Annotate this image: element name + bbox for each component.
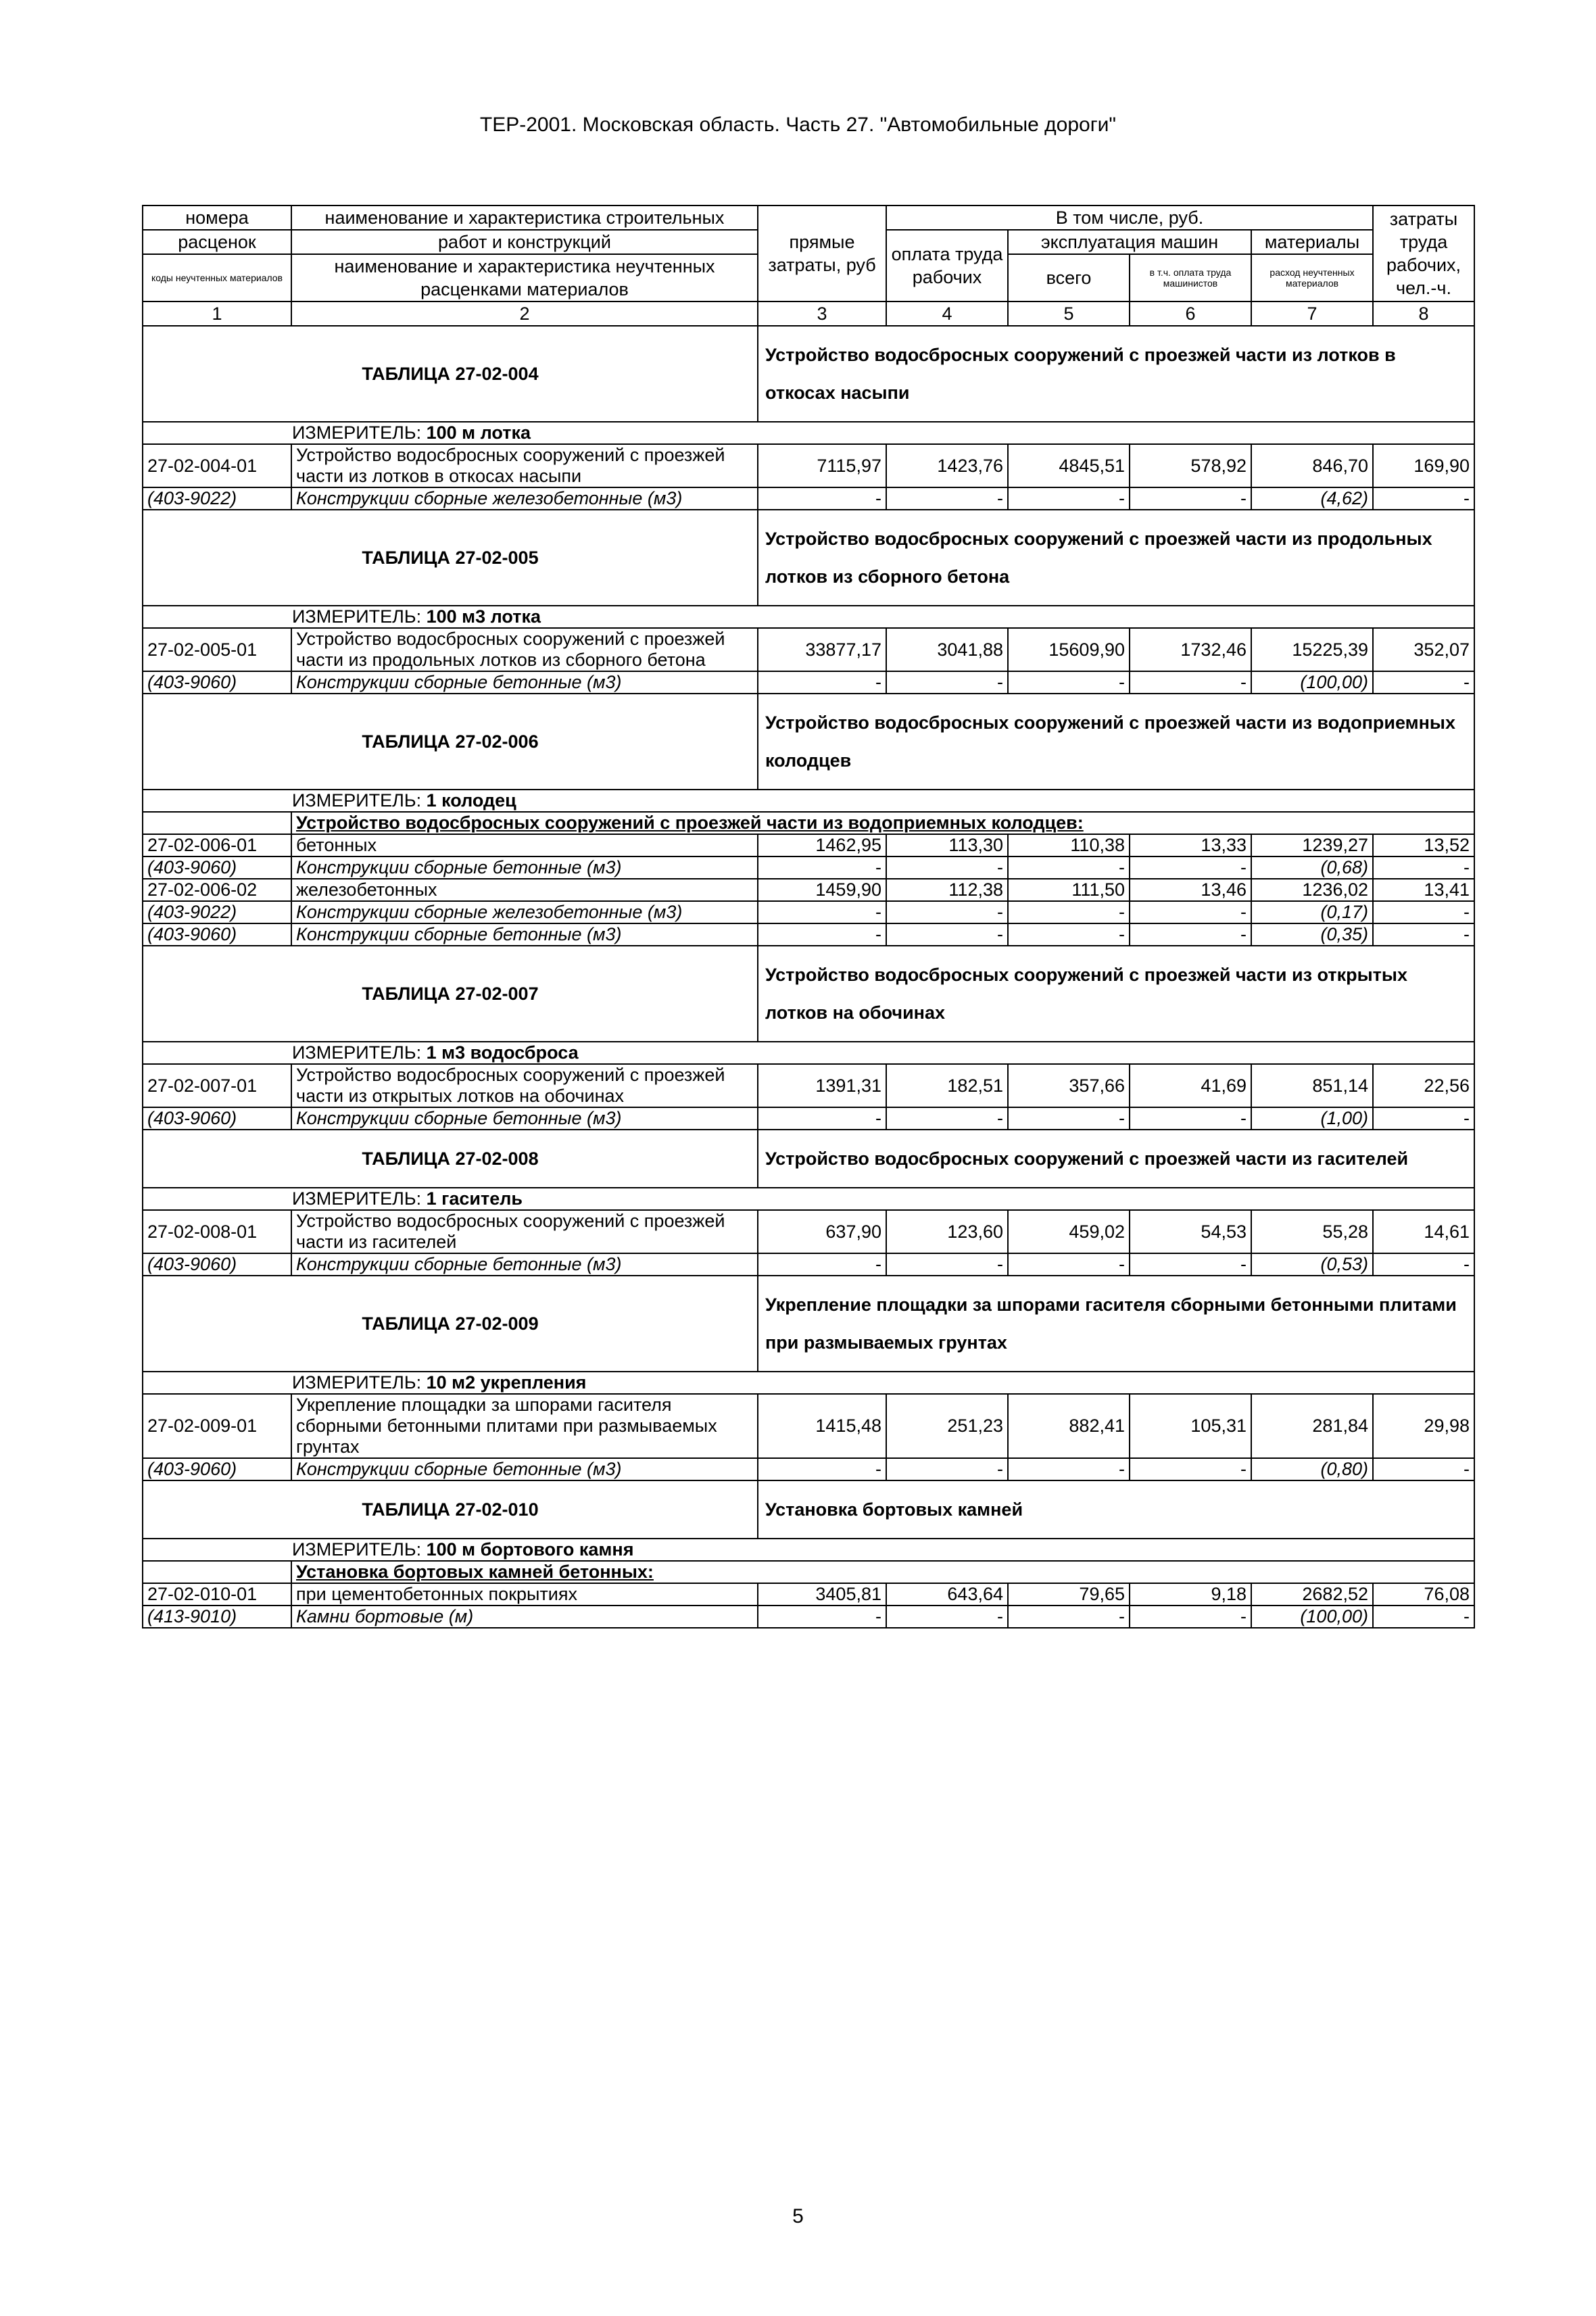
rate-name: Конструкции сборные бетонные (м3) (291, 1253, 758, 1276)
value-v6: - (1130, 1107, 1251, 1130)
rate-name: Конструкции сборные железобетонные (м3) (291, 901, 758, 923)
value-v8: - (1373, 1107, 1474, 1130)
value-v3: 3405,81 (758, 1583, 886, 1606)
table-row (143, 879, 1474, 901)
value-v7: (100,00) (1251, 671, 1373, 694)
table-row (143, 671, 1474, 694)
rate-name: Конструкции сборные бетонные (м3) (291, 923, 758, 946)
value-v6: 41,69 (1130, 1064, 1251, 1107)
table-row (143, 1210, 1474, 1253)
measure-prefix: ИЗМЕРИТЕЛЬ: (292, 1042, 422, 1063)
table-title-row (143, 694, 1474, 790)
col1-header-top: номера (143, 206, 291, 230)
col-number: 3 (758, 301, 886, 326)
measure-prefix: ИЗМЕРИТЕЛЬ: (292, 1188, 422, 1209)
value-v5: - (1008, 1253, 1130, 1276)
rate-code: (403-9060) (143, 1458, 291, 1480)
value-v4: 182,51 (886, 1064, 1008, 1107)
value-v3: - (758, 487, 886, 510)
measure-value: 1 м3 водосброса (426, 1042, 579, 1063)
table-row (143, 834, 1474, 857)
value-v6: 105,31 (1130, 1394, 1251, 1458)
value-v6: - (1130, 1606, 1251, 1628)
value-v8: 29,98 (1373, 1394, 1474, 1458)
value-v5: - (1008, 671, 1130, 694)
measure-value: 10 м2 укрепления (426, 1372, 587, 1393)
value-v4: - (886, 857, 1008, 879)
value-v8: - (1373, 1606, 1474, 1628)
value-v7: (4,62) (1251, 487, 1373, 510)
measure-row (143, 1188, 1474, 1210)
measure-value: 100 м лотка (426, 423, 531, 443)
page-number: 5 (792, 2205, 804, 2227)
value-v7: (0,68) (1251, 857, 1373, 879)
value-v3: - (758, 1107, 886, 1130)
value-v5: 111,50 (1008, 879, 1130, 901)
table-name: Устройство водосбросных сооружений с проезжей части из открытых лотков на обочинах (758, 946, 1474, 1042)
value-v4: 3041,88 (886, 628, 1008, 671)
rate-name: Устройство водосбросных сооружений с проезжей части из лотков в откосах насыпи (291, 444, 758, 487)
value-v4: 643,64 (886, 1583, 1008, 1606)
table-title-row (143, 1480, 1474, 1539)
rate-name: Устройство водосбросных сооружений с проезжей части из продольных лотков из сборного бетона (291, 628, 758, 671)
value-v6: - (1130, 1458, 1251, 1480)
rate-name: бетонных (291, 834, 758, 857)
value-v5: - (1008, 1107, 1130, 1130)
value-v4: 123,60 (886, 1210, 1008, 1253)
rate-name: железобетонных (291, 879, 758, 901)
measure-row (143, 1539, 1474, 1561)
col-number: 5 (1008, 301, 1130, 326)
table-name: Установка бортовых камней (758, 1480, 1474, 1539)
empty-cell (143, 812, 291, 834)
measure-row (143, 606, 1474, 628)
rate-name: Конструкции сборные бетонные (м3) (291, 857, 758, 879)
rate-code: 27-02-006-01 (143, 834, 291, 857)
table-code: ТАБЛИЦА 27-02-008 (143, 1130, 758, 1188)
table-code: ТАБЛИЦА 27-02-007 (143, 946, 758, 1042)
value-v3: - (758, 1606, 886, 1628)
value-v4: 113,30 (886, 834, 1008, 857)
measure-unit (143, 606, 1474, 628)
value-v4: 112,38 (886, 879, 1008, 901)
measure-unit (143, 790, 1474, 812)
value-v5: 4845,51 (1008, 444, 1130, 487)
group-title: Устройство водосбросных сооружений с проезжей части из водоприемных колодцев: (291, 812, 1474, 834)
col8-header: затраты труда рабочих, чел.-ч. (1373, 206, 1474, 301)
table-name: Устройство водосбросных сооружений с проезжей части из продольных лотков из сборного бетона (758, 510, 1474, 606)
value-v4: - (886, 1107, 1008, 1130)
table-row (143, 444, 1474, 487)
table-name: Устройство водосбросных сооружений с проезжей части из гасителей (758, 1130, 1474, 1188)
value-v7: (100,00) (1251, 1606, 1373, 1628)
table-row (143, 1253, 1474, 1276)
table-row (143, 628, 1474, 671)
rate-code: 27-02-009-01 (143, 1394, 291, 1458)
value-v5: - (1008, 1458, 1130, 1480)
value-v3: 1391,31 (758, 1064, 886, 1107)
value-v3: 1459,90 (758, 879, 886, 901)
value-v8: 76,08 (1373, 1583, 1474, 1606)
empty-cell (143, 1561, 291, 1583)
value-v5: 882,41 (1008, 1394, 1130, 1458)
value-v8: 22,56 (1373, 1064, 1474, 1107)
value-v8: - (1373, 857, 1474, 879)
value-v4: 251,23 (886, 1394, 1008, 1458)
value-v8: 13,41 (1373, 879, 1474, 901)
table-row (143, 487, 1474, 510)
value-v8: 13,52 (1373, 834, 1474, 857)
table-row (143, 1107, 1474, 1130)
measure-value: 1 колодец (426, 790, 516, 811)
value-v6: - (1130, 671, 1251, 694)
measure-row (143, 1372, 1474, 1394)
table-row (143, 1606, 1474, 1628)
measure-unit (143, 1539, 1474, 1561)
value-v5: - (1008, 487, 1130, 510)
value-v4: - (886, 1253, 1008, 1276)
value-v7: 15225,39 (1251, 628, 1373, 671)
measure-value: 1 гаситель (426, 1188, 523, 1209)
group-row (143, 812, 1474, 834)
materials-header: материалы (1251, 230, 1373, 254)
rate-name: при цементобетонных покрытиях (291, 1583, 758, 1606)
rate-code: 27-02-005-01 (143, 628, 291, 671)
table-row (143, 1064, 1474, 1107)
rate-name: Конструкции сборные железобетонные (м3) (291, 487, 758, 510)
table-row (143, 923, 1474, 946)
col2-header-mid: работ и конструкций (291, 230, 758, 254)
col6-header-small: в т.ч. оплата труда машинистов (1130, 254, 1251, 301)
machines-header: эксплуатация машин (1008, 230, 1251, 254)
measure-unit (143, 1372, 1474, 1394)
col5-header: всего (1008, 254, 1130, 301)
value-v3: - (758, 923, 886, 946)
value-v7: 851,14 (1251, 1064, 1373, 1107)
value-v5: 459,02 (1008, 1210, 1130, 1253)
value-v5: - (1008, 1606, 1130, 1628)
rate-code: (403-9060) (143, 1107, 291, 1130)
table-code: ТАБЛИЦА 27-02-010 (143, 1480, 758, 1539)
measure-unit (143, 1188, 1474, 1210)
value-v7: 2682,52 (1251, 1583, 1373, 1606)
rate-code: (413-9010) (143, 1606, 291, 1628)
col4-header: оплата труда рабочих (886, 230, 1008, 301)
rate-name: Укрепление площадки за шпорами гасителя сборными бетонными плитами при размываемых грунтах (291, 1394, 758, 1458)
value-v6: - (1130, 487, 1251, 510)
value-v8: - (1373, 901, 1474, 923)
value-v7: 55,28 (1251, 1210, 1373, 1253)
rate-name: Конструкции сборные бетонные (м3) (291, 1458, 758, 1480)
value-v8: - (1373, 923, 1474, 946)
rate-name: Камни бортовые (м) (291, 1606, 758, 1628)
measure-value: 100 м бортового камня (426, 1539, 634, 1560)
col2-header-top: наименование и характеристика строительных (291, 206, 758, 230)
rate-code: (403-9022) (143, 487, 291, 510)
col-number: 6 (1130, 301, 1251, 326)
table-code: ТАБЛИЦА 27-02-005 (143, 510, 758, 606)
rate-code: (403-9060) (143, 671, 291, 694)
measure-prefix: ИЗМЕРИТЕЛЬ: (292, 790, 422, 811)
value-v6: 13,46 (1130, 879, 1251, 901)
table-title-row (143, 1276, 1474, 1372)
measure-row (143, 1042, 1474, 1064)
rate-name: Конструкции сборные бетонные (м3) (291, 671, 758, 694)
table-title-row (143, 1130, 1474, 1188)
value-v6: 9,18 (1130, 1583, 1251, 1606)
value-v8: - (1373, 671, 1474, 694)
value-v4: - (886, 901, 1008, 923)
value-v7: (0,17) (1251, 901, 1373, 923)
value-v8: 14,61 (1373, 1210, 1474, 1253)
table-code: ТАБЛИЦА 27-02-006 (143, 694, 758, 790)
table-row (143, 857, 1474, 879)
value-v7: 1239,27 (1251, 834, 1373, 857)
measure-unit (143, 1042, 1474, 1064)
value-v5: 357,66 (1008, 1064, 1130, 1107)
value-v8: - (1373, 487, 1474, 510)
value-v7: (0,35) (1251, 923, 1373, 946)
group-title: Установка бортовых камней бетонных: (291, 1561, 1474, 1583)
value-v8: 169,90 (1373, 444, 1474, 487)
value-v7: 281,84 (1251, 1394, 1373, 1458)
page-header: ТЕР-2001. Московская область. Часть 27. "Автомобильные дороги" (479, 114, 1117, 136)
value-v7: 1236,02 (1251, 879, 1373, 901)
value-v6: 578,92 (1130, 444, 1251, 487)
measure-row (143, 422, 1474, 444)
value-v7: (1,00) (1251, 1107, 1373, 1130)
value-v3: 1462,95 (758, 834, 886, 857)
value-v5: 79,65 (1008, 1583, 1130, 1606)
value-v3: - (758, 857, 886, 879)
value-v4: - (886, 1458, 1008, 1480)
measure-prefix: ИЗМЕРИТЕЛЬ: (292, 423, 422, 443)
value-v3: - (758, 901, 886, 923)
value-v6: 54,53 (1130, 1210, 1251, 1253)
value-v5: - (1008, 901, 1130, 923)
value-v3: 637,90 (758, 1210, 886, 1253)
rate-code: 27-02-008-01 (143, 1210, 291, 1253)
rate-code: 27-02-006-02 (143, 879, 291, 901)
rate-name: Конструкции сборные бетонные (м3) (291, 1107, 758, 1130)
table-row (143, 1458, 1474, 1480)
value-v6: - (1130, 923, 1251, 946)
measure-prefix: ИЗМЕРИТЕЛЬ: (292, 1539, 422, 1560)
value-v4: - (886, 1606, 1008, 1628)
value-v8: - (1373, 1253, 1474, 1276)
rate-name: Устройство водосбросных сооружений с проезжей части из гасителей (291, 1210, 758, 1253)
value-v3: - (758, 1253, 886, 1276)
value-v4: - (886, 671, 1008, 694)
col2-header-bottom: наименование и характеристика неучтенных расценками материалов (291, 254, 758, 301)
value-v6: 1732,46 (1130, 628, 1251, 671)
rate-name: Устройство водосбросных сооружений с проезжей части из открытых лотков на обочинах (291, 1064, 758, 1107)
value-v3: 33877,17 (758, 628, 886, 671)
table-row (143, 901, 1474, 923)
group-header: В том числе, руб. (886, 206, 1373, 230)
col1-header-small: коды неучтенных материалов (143, 254, 291, 301)
rate-code: 27-02-010-01 (143, 1583, 291, 1606)
table-name: Устройство водосбросных сооружений с проезжей части из лотков в откосах насыпи (758, 326, 1474, 422)
col-number: 8 (1373, 301, 1474, 326)
value-v6: 13,33 (1130, 834, 1251, 857)
table-title-row (143, 510, 1474, 606)
table-row (143, 1583, 1474, 1606)
col3-header: прямые затраты, руб (758, 206, 886, 301)
col-number: 4 (886, 301, 1008, 326)
rate-code: (403-9022) (143, 901, 291, 923)
value-v5: 110,38 (1008, 834, 1130, 857)
table-name: Устройство водосбросных сооружений с проезжей части из водоприемных колодцев (758, 694, 1474, 790)
table-title-row (143, 326, 1474, 422)
value-v3: - (758, 671, 886, 694)
col1-header-mid: расценок (143, 230, 291, 254)
col-number: 2 (291, 301, 758, 326)
col-number: 1 (143, 301, 291, 326)
value-v5: 15609,90 (1008, 628, 1130, 671)
rate-code: (403-9060) (143, 1253, 291, 1276)
measure-prefix: ИЗМЕРИТЕЛЬ: (292, 1372, 422, 1393)
rate-code: 27-02-004-01 (143, 444, 291, 487)
col-number: 7 (1251, 301, 1373, 326)
value-v5: - (1008, 923, 1130, 946)
measure-unit (143, 422, 1474, 444)
value-v8: - (1373, 1458, 1474, 1480)
table-name: Укрепление площадки за шпорами гасителя сборными бетонными плитами при размываемых грунтах (758, 1276, 1474, 1372)
col7-header-small: расход неучтенных материалов (1251, 254, 1373, 301)
value-v3: 1415,48 (758, 1394, 886, 1458)
measure-row (143, 790, 1474, 812)
value-v6: - (1130, 1253, 1251, 1276)
table-row (143, 1394, 1474, 1458)
rate-code: (403-9060) (143, 923, 291, 946)
table-title-row (143, 946, 1474, 1042)
group-row (143, 1561, 1474, 1583)
value-v5: - (1008, 857, 1130, 879)
table-code: ТАБЛИЦА 27-02-009 (143, 1276, 758, 1372)
measure-prefix: ИЗМЕРИТЕЛЬ: (292, 606, 422, 627)
value-v7: (0,53) (1251, 1253, 1373, 1276)
value-v6: - (1130, 901, 1251, 923)
value-v4: 1423,76 (886, 444, 1008, 487)
value-v8: 352,07 (1373, 628, 1474, 671)
value-v4: - (886, 923, 1008, 946)
table-code: ТАБЛИЦА 27-02-004 (143, 326, 758, 422)
measure-value: 100 м3 лотка (426, 606, 541, 627)
value-v3: - (758, 1458, 886, 1480)
value-v7: 846,70 (1251, 444, 1373, 487)
value-v4: - (886, 487, 1008, 510)
value-v3: 7115,97 (758, 444, 886, 487)
price-table (142, 205, 1475, 1629)
rate-code: (403-9060) (143, 857, 291, 879)
rate-code: 27-02-007-01 (143, 1064, 291, 1107)
value-v7: (0,80) (1251, 1458, 1373, 1480)
value-v6: - (1130, 857, 1251, 879)
